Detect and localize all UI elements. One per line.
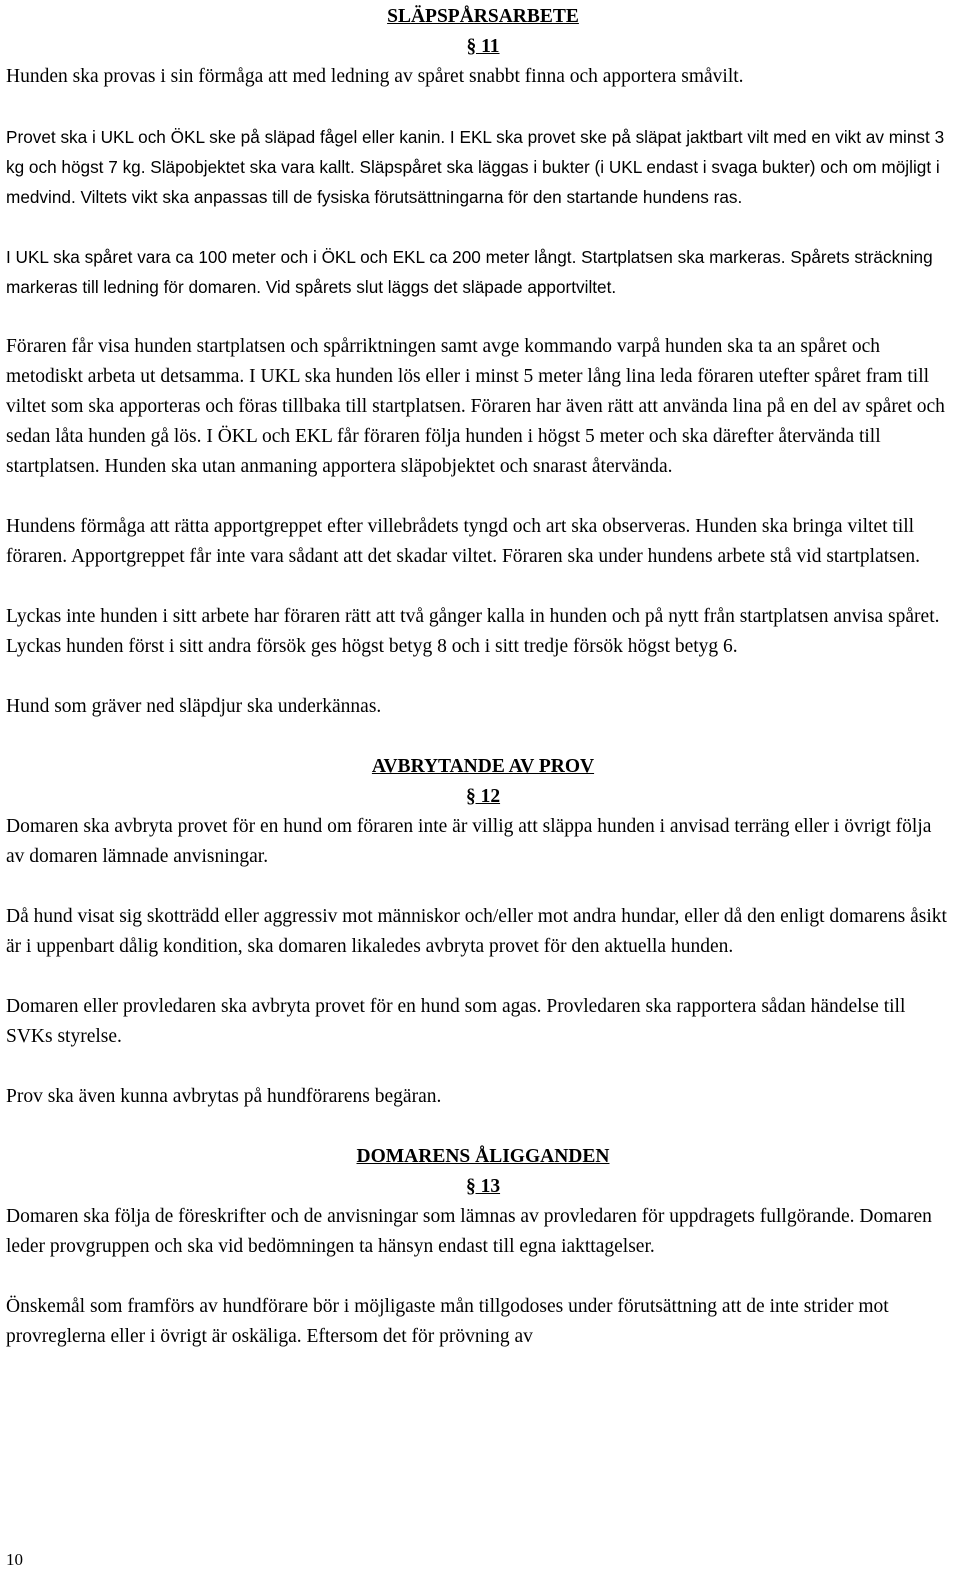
section-title: SLÄPSPÅRSARBETE <box>387 6 579 27</box>
paragraph: Då hund visat sig skotträdd eller aggressiv mot människor och/eller mot andra hundar, eller då den enligt domarens åsikt är i uppenbart dålig kondition, ska domaren likaledes avbryta provet för den aktuella hunden. <box>6 906 947 957</box>
section-number: § 11 <box>466 36 500 57</box>
paragraph: I UKL ska spåret vara ca 100 meter och i ÖKL och EKL ca 200 meter långt. Startplatsen ska markeras. Spårets sträckning markeras till ledning för domaren. Vid spårets slut läggs det släpade apportviltet. <box>6 247 933 297</box>
section-title: DOMARENS ÅLIGGANDEN <box>356 1146 610 1167</box>
paragraph: Domaren eller provledaren ska avbryta provet för en hund som agas. Provledaren ska rapportera sådan händelse till SVKs styrelse. <box>6 996 906 1047</box>
paragraph: Hund som gräver ned släpdjur ska underkännas. <box>6 696 382 717</box>
paragraph: Lyckas inte hunden i sitt arbete har föraren rätt att två gånger kalla in hunden och på nytt från startplatsen anvisa spåret. Lyckas hunden först i sitt andra försök ges högst betyg 8 och i sitt tredje försök högst betyg 6. <box>6 606 940 657</box>
section-number: § 12 <box>465 786 501 807</box>
section-intro: Hunden ska provas i sin förmåga att med ledning av spåret snabbt finna och apportera småvilt. <box>6 66 744 87</box>
paragraph: Önskemål som framförs av hundförare bör i möjligaste mån tillgodoses under förutsättning att de inte strider mot provreglerna eller i övrigt är oskäliga. Eftersom det för prövning av <box>6 1296 889 1347</box>
page-number: 10 <box>6 1550 23 1569</box>
paragraph: Hundens förmåga att rätta apportgreppet efter villebrådets tyngd och art ska observeras. Hunden ska bringa viltet till föraren. Apportgreppet får inte vara sådant att det skadar viltet. Föraren ska under hundens arbete stå vid startplatsen. <box>6 516 921 567</box>
paragraph: Provet ska i UKL och ÖKL ske på släpad fågel eller kanin. I EKL ska provet ske på släpat jaktbart vilt med en vikt av minst 3 kg och högst 7 kg. Släpobjektet ska vara kallt. Släpspåret ska läggas i bukter (i UKL endast i svaga bukter) och om möjligt i medvind. Viltets vikt ska anpassas till de fysiska förutsättningarna för den startande hundens ras. <box>6 127 945 207</box>
paragraph: Föraren får visa hunden startplatsen och spårriktningen samt avge kommando varpå hunden ska ta an spåret och metodiskt arbeta ut detsamma. I UKL ska hunden lös eller i minst 5 meter lång lina leda föraren utefter spåret fram till viltet som ska apporteras och föras tillbaka till startplatsen. Föraren har även rätt att använda lina på en del av spåret och sedan låta hunden gå lös. I ÖKL och EKL får föraren följa hunden i högst 5 meter och ska därefter återvända till startplatsen. Hunden ska utan anmaning apportera släpobjektet och snarast återvända. <box>6 336 945 477</box>
paragraph: Domaren ska avbryta provet för en hund om föraren inte är villig att släppa hunden i anvisad terräng eller i övrigt följa av domaren lämnade anvisningar. <box>6 816 932 867</box>
section-title: AVBRYTANDE AV PROV <box>371 756 595 777</box>
paragraph: Prov ska även kunna avbrytas på hundförarens begäran. <box>6 1086 442 1107</box>
section-number: § 13 <box>465 1176 501 1197</box>
paragraph: Domaren ska följa de föreskrifter och de anvisningar som lämnas av provledaren för uppdragets fullgörande. Domaren leder provgruppen och ska vid bedömningen ta hänsyn endast till egna iakttagelser. <box>6 1206 932 1257</box>
